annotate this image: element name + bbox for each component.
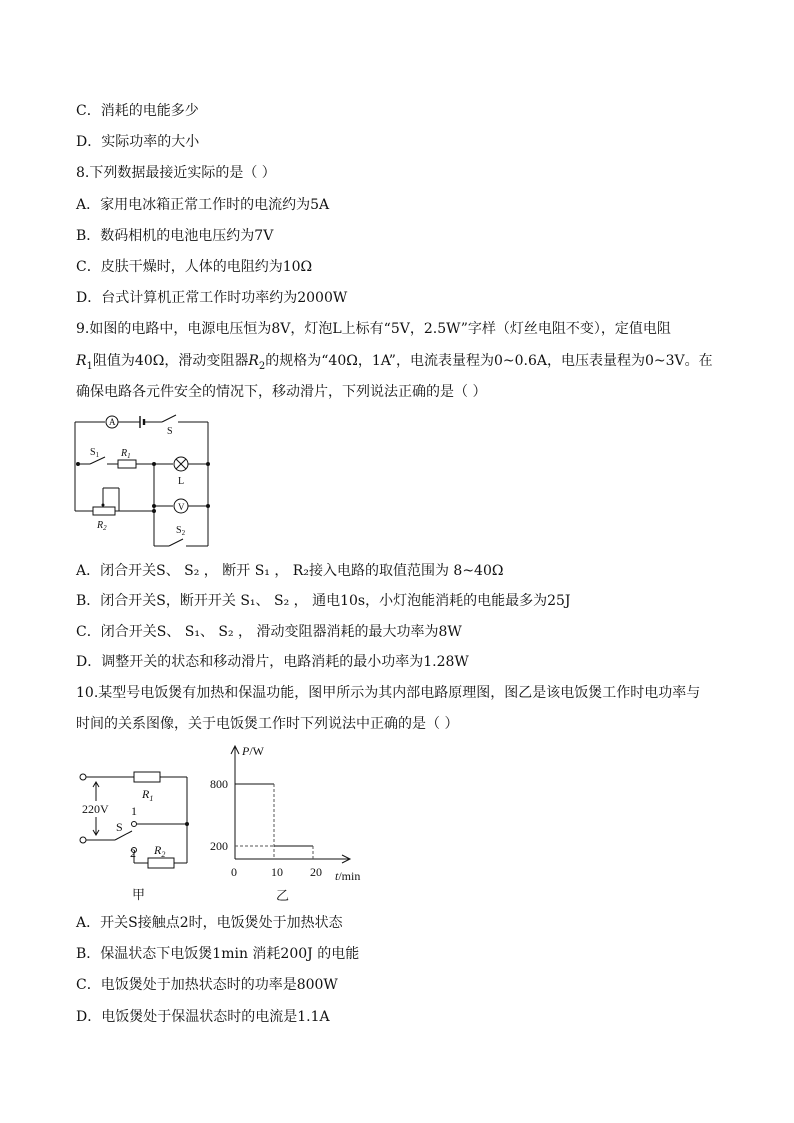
r1-symbol: R <box>76 353 87 369</box>
switch-s1-label: $S_1$ <box>90 447 100 459</box>
contact-2-label: 2 <box>130 846 136 860</box>
q10-option-b: B．保温状态下电饭煲1min 消耗200J 的电能 <box>76 946 360 962</box>
caption-yi: 乙 <box>276 888 290 903</box>
r1-subscript: 1 <box>86 360 93 372</box>
q9-option-b: B．闭合开关S，断开开关 S₁、 S₂ ， 通电10s，小灯泡能消耗的电能最多为25J <box>76 593 571 609</box>
q10-option-d: D．电饭煲处于保温状态时的电流是1.1A <box>76 1009 330 1025</box>
q8-option-b: B．数码相机的电池电压约为7V <box>76 228 274 244</box>
caption-jia: 甲 <box>132 887 146 902</box>
x-axis-label: t/min <box>335 869 361 883</box>
y-tick-800: 800 <box>210 777 228 791</box>
r2-symbol: R <box>248 353 259 369</box>
r1-label-q10: $R_1$ <box>142 787 154 803</box>
x-tick-0: 0 <box>231 865 237 879</box>
ammeter-label: A <box>109 417 116 427</box>
circuit-diagram-q10 <box>74 765 194 905</box>
x-tick-10: 10 <box>271 865 283 879</box>
y-tick-200: 200 <box>210 839 228 853</box>
circuit-diagram-q9 <box>70 412 215 552</box>
r2-label: $R_2$ <box>97 520 107 532</box>
question-9-line1: 9.如图的电路中，电源电压恒为8V，灯泡L上标有“5V，2.5W”字样（灯丝电阻不变），定值电阻 <box>76 321 671 337</box>
y-axis-label: P/W <box>242 744 265 758</box>
question-10-line2: 时间的关系图像，关于电饭煲工作时下列说法中正确的是（ ） <box>76 716 459 732</box>
q8-option-a: A．家用电冰箱正常工作时的电流约为5A <box>76 197 330 213</box>
lamp-label: L <box>178 476 185 487</box>
q9-option-a: A．闭合开关S、 S₂ ， 断开 S₁ ， R₂接入电路的取值范围为 8~40Ω <box>76 563 504 579</box>
question-10-line1: 10.某型号电饭煲有加热和保温功能，图甲所示为其内部电路原理图，图乙是该电饭煲工作时电功率与 <box>76 685 701 701</box>
q9-text-part-2: 的规格为“40Ω，1A”，电流表量程为0~0.6A，电压表量程为0~3V。在 <box>265 353 713 369</box>
graph-axes <box>231 746 350 863</box>
power-time-graph <box>200 740 375 905</box>
q9-text-part: 阻值为40Ω，滑动变阻器 <box>92 353 249 369</box>
q10-option-a: A．开关S接触点2时，电饭煲处于加热状态 <box>76 915 343 931</box>
option-d-prev: D．实际功率的大小 <box>76 134 200 150</box>
r1-label: $R_1$ <box>121 448 131 460</box>
graph-marks <box>235 784 313 859</box>
r2-subscript: 2 <box>258 360 266 372</box>
switch-s-label: S <box>167 426 173 437</box>
option-c-prev: C．消耗的电能多少 <box>76 103 199 119</box>
voltage-label: 220V <box>82 802 109 816</box>
switch-s2-label: $S_2$ <box>176 525 186 537</box>
question-9-line3: 确保电路各元件安全的情况下，移动滑片，下列说法正确的是（ ） <box>76 384 487 400</box>
question-9-line2 <box>76 351 713 377</box>
q9-option-c: C．闭合开关S、 S₁、 S₂ ， 滑动变阻器消耗的最大功率为8W <box>76 624 462 640</box>
question-8: 8.下列数据最接近实际的是（ ） <box>76 165 276 181</box>
q9-option-d: D．调整开关的状态和移动滑片，电路消耗的最小功率为1.28W <box>76 654 469 670</box>
contact-1-label: 1 <box>131 804 137 818</box>
r2-label-q10: $R_2$ <box>154 843 166 859</box>
voltmeter-label: V <box>178 502 185 512</box>
q10-option-c: C．电饭煲处于加热状态时的功率是800W <box>76 977 338 993</box>
switch-label-q10: S <box>116 820 123 834</box>
x-tick-20: 20 <box>310 865 322 879</box>
q8-option-c: C．皮肤干燥时，人体的电阻约为10Ω <box>76 259 313 275</box>
q8-option-d: D．台式计算机正常工作时功率约为2000W <box>76 290 348 306</box>
